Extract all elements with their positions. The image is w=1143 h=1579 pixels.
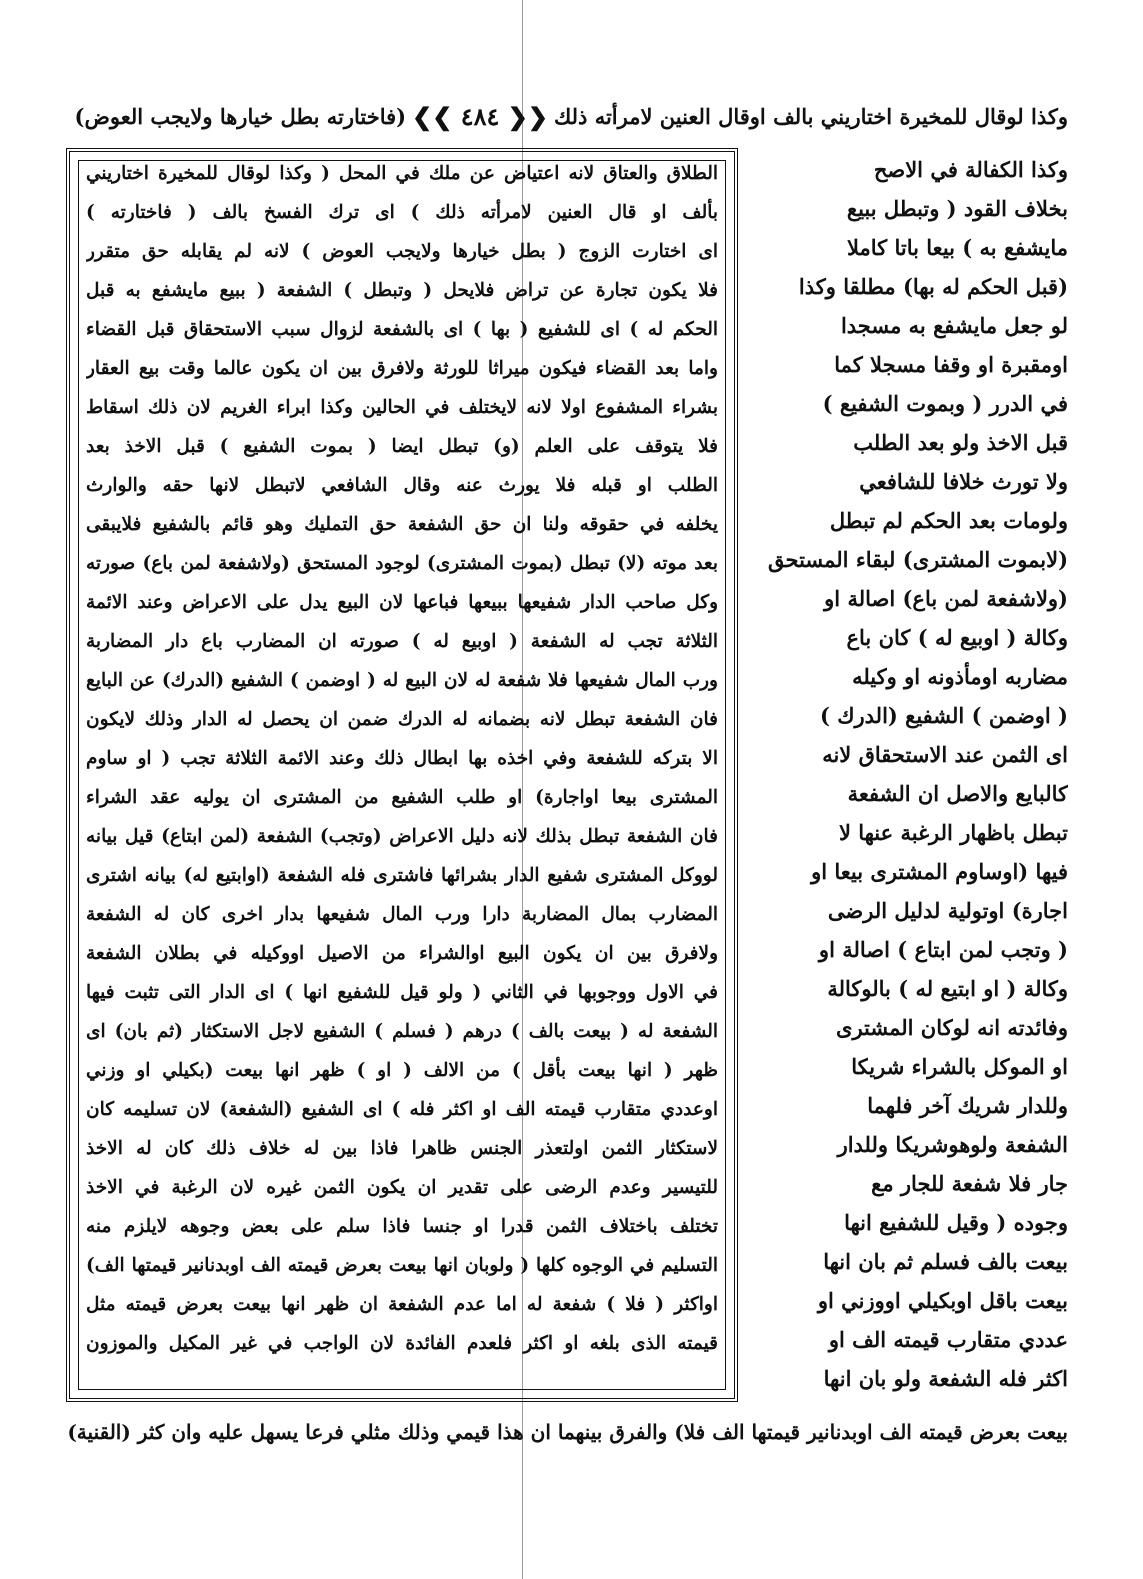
commentary-line: الطلب او قبله فلا يورث عنه وقال الشافعي لاتبطل لانها حقه والوارث (86, 475, 718, 496)
commentary-line: وكل صاحب الدار شفيعها ببيعها فباعها لان البيع يدل على الاعراض وعند الائمة (86, 592, 718, 613)
page-header (74, 96, 1068, 136)
margin-line: اى الثمن عند الاستحقاق لانه (822, 742, 1068, 767)
margin-line: (قبل الحكم له بها) مطلقا وكذا (798, 274, 1068, 299)
margin-text (748, 150, 1068, 1398)
commentary-line: تختلف باختلاف الثمن قدرا او جنسا فاذا سلم على بعض وجوهه لايلزم منه (86, 1216, 718, 1237)
margin-line: بيعت بالف فسلم ثم بان انها (823, 1249, 1068, 1274)
margin-line: تبطل باظهار الرغبة عنها لا (838, 820, 1068, 845)
commentary-line: الشفعة له ( بيعت بالف ) درهم ( فسلم ) الشفيع لاجل الاستكثار (ثم بان) اى (86, 1021, 718, 1042)
commentary-line: للتيسير وعدم الرضى على تقدير ان يكون الثمن غيره لان الرغبة في الاخذ (86, 1177, 718, 1198)
commentary-line: الا بتركه للشفعة وفي اخذه بها ابطال ذلك وعند الائمة الثلاثة تجب ( او ساوم (86, 748, 718, 769)
commentary-line: بعد موته (لا) تبطل (بموت المشترى) لوجود المستحق (ولاشفعة لمن باع) صورته (86, 553, 718, 574)
margin-line: اومقبرة او وقفا مسجلا كما (834, 352, 1068, 377)
margin-line: اكثر فله الشفعة ولو بان انها (823, 1366, 1068, 1391)
margin-line: عددي متقارب قيمته الف او (828, 1327, 1068, 1352)
margin-line: (ولاشفعة لمن باع) اصالة او (824, 586, 1068, 611)
margin-line: كالبايع والاصل ان الشفعة (847, 781, 1068, 806)
commentary-line: بشراء المشفوع اولا لانه لايختلف في الحالين وكذا ابراء الغريم لان ذلك اسقاط (86, 397, 718, 418)
commentary-line: اواكثر ( فلا ) شفعة له اما عدم الشفعة ان ظهر انها بيعت بعرض قيمته مثل (86, 1294, 718, 1315)
margin-line: فيها (اوساوم المشترى بيعا او (811, 859, 1068, 884)
margin-line: جار فلا شفعة للجار مع (871, 1171, 1068, 1196)
commentary-line: لاستكثار الثمن اولتعذر الجنس ظاهرا فاذا بين له خلاف ذلك كان له الاخذ (86, 1138, 718, 1159)
commentary-line: ظهر ( انها بيعت بأقل ) من الالف ( او ) ظهر انها بيعت (بكيلي او وزني (86, 1060, 718, 1081)
commentary-line: فلا يكون تجارة عن تراض فلايحل ( وتبطل ) الشفعة ( ببيع مايشفع به قبل (86, 280, 718, 301)
margin-line: ( وتجب لمن ابتاع ) اصالة او (818, 937, 1068, 962)
margin-line: (لابموت المشترى) لبقاء المستحق (768, 547, 1068, 572)
page-number: ❮❮ ٤٨٤ ❯❯ (412, 101, 548, 131)
commentary-line: التسليم في الوجوه كلها ( ولوبان انها بيعت بعرض قيمته الف اوبدنانير قيمتها الف) (86, 1255, 718, 1276)
margin-line: لو جعل مايشفع به مسجدا (840, 313, 1068, 338)
margin-line: وللدار شريك آخر فلهما (867, 1093, 1068, 1118)
commentary-line: ولافرق بين ان يكون البيع اوالشراء من الاصيل اووكيله في بطلان الشفعة (86, 943, 718, 964)
commentary-line: الثلاثة تجب له الشفعة ( اوبيع له ) صورته ان المضارب باع دار المضاربة (86, 631, 718, 652)
commentary-line: اوعددي متقارب قيمته الف او اكثر فله ) اى الشفيع (الشفعة) لان تسليمه كان (86, 1099, 718, 1120)
margin-line: بيعت باقل اوبكيلي اووزني او (817, 1288, 1068, 1313)
margin-line: وكذا الكفالة في الاصح (873, 157, 1068, 182)
commentary-line: لووكل المشترى شفيع الدار بشرائها فاشترى فله الشفعة (اوابتيع له) بيانه اشترى (86, 865, 718, 886)
commentary-line: المشترى بيعا اواجارة) او طلب الشفيع من المشترى ان يوليه عقد الشراء (86, 787, 718, 808)
footer-line: بيعت بعرض قيمته الف اوبدنانير قيمتها الف فلا) والفرق بينهما ان هذا قيمي وذلك مثلي فرعا يسهل عليه وان كثر (القنية) (67, 1420, 1068, 1444)
commentary-line: يخلفه في حقوقه ولنا ان حق الشفعة حق التمليك وهو قائم بالشفيع فلايبقى (86, 514, 718, 535)
commentary-line: الطلاق والعتاق لانه اعتياض عن ملك في المحل ( وكذا لوقال للمخيرة اختاريني (86, 163, 718, 184)
margin-line: في الدرر ( وبموت الشفيع ) (822, 391, 1068, 416)
commentary-text (86, 154, 718, 1363)
margin-line: قبل الاخذ ولو بعد الطلب (853, 430, 1068, 455)
margin-line: وكالة ( اوبيع له ) كان باع (846, 625, 1068, 650)
margin-line: ولومات بعد الحكم لم تبطل (829, 508, 1068, 533)
margin-line: مايشفع به ) بيعا باتا كاملا (847, 235, 1068, 260)
commentary-line: بألف او قال العنين لامرأته ذلك ) اى ترك الفسخ بالف ( فاختارته ) (86, 202, 718, 223)
margin-line: مضاربه اومأذونه او وكيله (852, 664, 1068, 689)
header-left-text: (فاختارته بطل خيارها ولايجب العوض) (74, 103, 407, 129)
margin-line: وجوده ( وقيل للشفيع انها (844, 1210, 1068, 1235)
commentary-line: المضارب بمال المضاربة دارا ورب المال شفيعها بدار اخرى كان له الشفعة (86, 904, 718, 925)
commentary-line: قيمته الذى بلغه او اكثر فلعدم الفائدة لان الواجب في غير المكيل والموزون (86, 1333, 718, 1354)
commentary-line: ورب المال شفيعها فلا شفعة له لان البيع له ( اوضمن ) الشفيع (الدرك) عن البايع (86, 670, 718, 691)
margin-line: الشفعة ولوهوشريكا وللدار (837, 1132, 1068, 1157)
commentary-line: الحكم له ) اى للشفيع ( بها ) اى بالشفعة لزوال سبب الاستحقاق قبل القضاء (86, 319, 718, 340)
margin-line: وفائدته انه لوكان المشترى (836, 1015, 1068, 1040)
commentary-line: واما بعد القضاء فيكون ميراثا للورثة ولافرق بين ان يكون عالما وقت بيع العقار (86, 358, 718, 379)
margin-line: اجارة) اوتولية لدليل الرضى (827, 898, 1068, 923)
commentary-line: فلا يتوقف على العلم (و) تبطل ايضا ( بموت الشفيع ) قبل الاخذ بعد (86, 436, 718, 457)
margin-line: او الموكل بالشراء شريكا (851, 1054, 1068, 1079)
commentary-line: اى اختارت الزوج ( بطل خيارها ولايجب العوض ) لانه لم يقابله حق متقرر (86, 241, 718, 262)
margin-line: وكالة ( او ابتيع له ) بالوكالة (827, 976, 1068, 1001)
margin-line: بخلاف القود ( وتبطل ببيع (846, 196, 1068, 221)
header-right-text: وكذا لوقال للمخيرة اختاريني بالف اوقال العنين لامرأته ذلك (553, 103, 1068, 129)
commentary-line: في الاول ووجوبها في الثاني ( ولو قيل للشفيع انها ) اى الدار التى تثبت فيها (86, 982, 718, 1003)
margin-line: ( اوضمن ) الشفيع (الدرك ) (819, 703, 1068, 728)
commentary-line: فان الشفعة تبطل لانه بضمانه له الدرك ضمن ان يحصل له الدار وذلك لايكون (86, 709, 718, 730)
commentary-line: فان الشفعة تبطل بذلك لانه دليل الاعراض (وتجب) الشفعة (لمن ابتاع) قيل بيانه (86, 826, 718, 847)
margin-line: ولا تورث خلافا للشافعي (859, 469, 1068, 494)
